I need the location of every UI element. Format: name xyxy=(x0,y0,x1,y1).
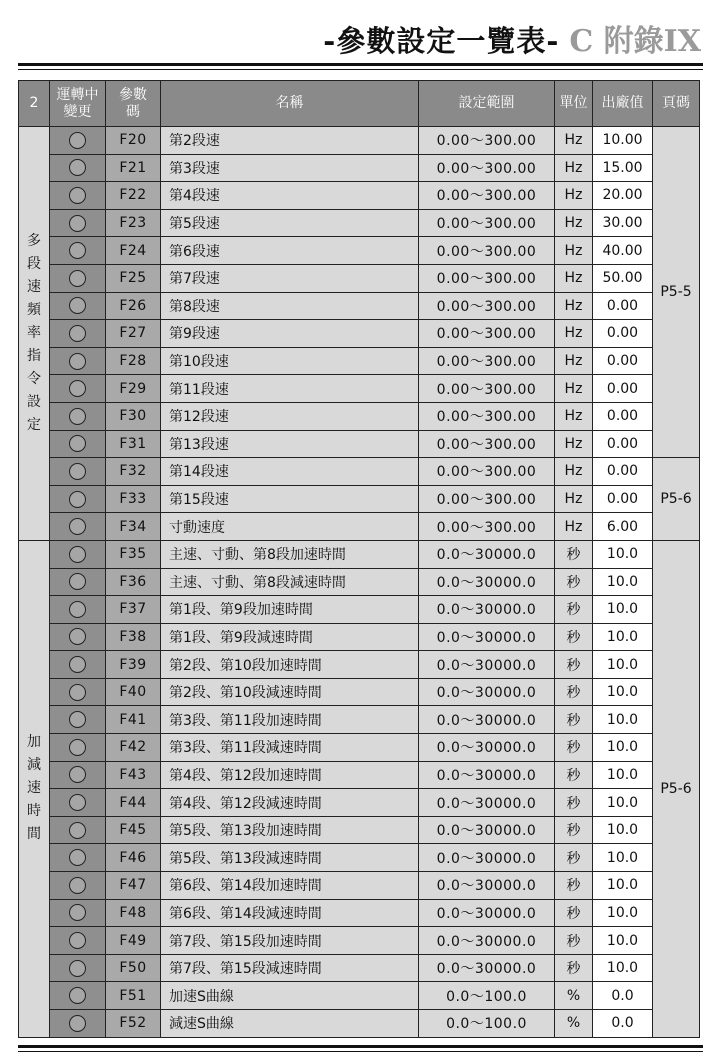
param-range: 0.00～300.00 xyxy=(419,513,555,541)
param-range: 0.0～100.0 xyxy=(419,982,555,1010)
circle-icon xyxy=(69,656,86,673)
param-default: 50.00 xyxy=(593,264,653,292)
param-default: 0.00 xyxy=(593,458,653,486)
page-ref: P5-6 xyxy=(653,540,700,1037)
run-change-cell xyxy=(50,430,106,458)
param-default: 10.0 xyxy=(593,568,653,596)
param-default: 15.00 xyxy=(593,154,653,182)
param-default: 10.0 xyxy=(593,651,653,679)
circle-icon xyxy=(69,215,86,232)
circle-icon xyxy=(69,380,86,397)
param-code: F35 xyxy=(106,540,161,568)
run-change-cell xyxy=(50,292,106,320)
param-unit: 秒 xyxy=(555,927,593,955)
param-unit: % xyxy=(555,982,593,1010)
param-code: F33 xyxy=(106,485,161,513)
param-code: F50 xyxy=(106,954,161,982)
table-row xyxy=(19,154,700,182)
param-unit: 秒 xyxy=(555,761,593,789)
run-change-cell xyxy=(50,816,106,844)
param-range: 0.0～30000.0 xyxy=(419,789,555,817)
table-row xyxy=(19,816,700,844)
table-body xyxy=(19,127,700,1038)
run-change-cell xyxy=(50,485,106,513)
param-code: F45 xyxy=(106,816,161,844)
run-change-cell xyxy=(50,1010,106,1038)
param-unit: Hz xyxy=(555,127,593,155)
param-code: F24 xyxy=(106,237,161,265)
circle-icon xyxy=(69,297,86,314)
param-name: 第15段速 xyxy=(161,485,419,513)
table-row xyxy=(19,844,700,872)
circle-icon xyxy=(69,491,86,508)
table-row xyxy=(19,954,700,982)
param-default: 10.0 xyxy=(593,872,653,900)
run-change-cell xyxy=(50,927,106,955)
param-name: 第12段速 xyxy=(161,402,419,430)
param-unit: 秒 xyxy=(555,651,593,679)
param-code: F32 xyxy=(106,458,161,486)
param-name: 主速、寸動、第8段加速時間 xyxy=(161,540,419,568)
param-unit: 秒 xyxy=(555,844,593,872)
run-change-cell xyxy=(50,320,106,348)
param-name: 第4段速 xyxy=(161,182,419,210)
param-name: 加速S曲線 xyxy=(161,982,419,1010)
param-name: 減速S曲線 xyxy=(161,1010,419,1038)
table-row xyxy=(19,761,700,789)
param-default: 0.00 xyxy=(593,375,653,403)
col-default: 出廠值 xyxy=(593,81,653,127)
run-change-cell xyxy=(50,651,106,679)
param-name: 第2段、第10段加速時間 xyxy=(161,651,419,679)
circle-icon xyxy=(69,794,86,811)
param-name: 第5段、第13段加速時間 xyxy=(161,816,419,844)
header-rule xyxy=(18,63,703,66)
table-row xyxy=(19,899,700,927)
param-unit: 秒 xyxy=(555,734,593,762)
table-row xyxy=(19,513,700,541)
param-name: 第5段、第13段減速時間 xyxy=(161,844,419,872)
param-range: 0.0～30000.0 xyxy=(419,568,555,596)
col-name: 名稱 xyxy=(161,81,419,127)
col-page: 頁碼 xyxy=(653,81,700,127)
circle-icon xyxy=(69,684,86,701)
table-row xyxy=(19,651,700,679)
table-row xyxy=(19,982,700,1010)
footer-rule-thin xyxy=(18,1051,703,1052)
param-name: 第6段、第14段加速時間 xyxy=(161,872,419,900)
param-range: 0.0～30000.0 xyxy=(419,761,555,789)
circle-icon xyxy=(69,518,86,535)
param-name: 第14段速 xyxy=(161,458,419,486)
param-name: 第7段、第15段減速時間 xyxy=(161,954,419,982)
param-default: 0.00 xyxy=(593,485,653,513)
param-default: 10.0 xyxy=(593,789,653,817)
param-default: 10.0 xyxy=(593,844,653,872)
circle-icon xyxy=(69,325,86,342)
run-change-cell xyxy=(50,540,106,568)
param-name: 第13段速 xyxy=(161,430,419,458)
param-name: 第4段、第12段加速時間 xyxy=(161,761,419,789)
run-change-cell xyxy=(50,734,106,762)
table-row xyxy=(19,872,700,900)
param-unit: Hz xyxy=(555,375,593,403)
param-name: 寸動速度 xyxy=(161,513,419,541)
run-change-cell xyxy=(50,264,106,292)
table-row xyxy=(19,596,700,624)
param-code: F46 xyxy=(106,844,161,872)
param-name: 第2段、第10段減速時間 xyxy=(161,678,419,706)
col-unit: 單位 xyxy=(555,81,593,127)
circle-icon xyxy=(69,932,86,949)
param-unit: 秒 xyxy=(555,678,593,706)
circle-icon xyxy=(69,463,86,480)
param-range: 0.0～30000.0 xyxy=(419,954,555,982)
param-default: 10.0 xyxy=(593,761,653,789)
param-range: 0.0～30000.0 xyxy=(419,706,555,734)
circle-icon xyxy=(69,739,86,756)
param-range: 0.0～30000.0 xyxy=(419,734,555,762)
param-unit: 秒 xyxy=(555,954,593,982)
param-default: 0.0 xyxy=(593,982,653,1010)
circle-icon xyxy=(69,960,86,977)
table-header-row xyxy=(19,81,700,127)
circle-icon xyxy=(69,546,86,563)
param-default: 10.0 xyxy=(593,899,653,927)
param-code: F26 xyxy=(106,292,161,320)
circle-icon xyxy=(69,1015,86,1032)
col-group: 2 xyxy=(19,81,50,127)
param-unit: 秒 xyxy=(555,623,593,651)
run-change-cell xyxy=(50,347,106,375)
param-default: 10.0 xyxy=(593,706,653,734)
run-change-cell xyxy=(50,844,106,872)
param-name: 第4段、第12段減速時間 xyxy=(161,789,419,817)
table-row xyxy=(19,292,700,320)
col-run-change: 運轉中 變更 xyxy=(50,81,106,127)
appendix-label: C 附錄IX xyxy=(569,24,701,59)
param-name: 第11段速 xyxy=(161,375,419,403)
circle-icon xyxy=(69,408,86,425)
param-code: F21 xyxy=(106,154,161,182)
run-change-cell xyxy=(50,127,106,155)
circle-icon xyxy=(69,711,86,728)
run-change-cell xyxy=(50,375,106,403)
param-code: F43 xyxy=(106,761,161,789)
group-label: 多段速頻率指令設定 xyxy=(19,127,50,541)
param-unit: Hz xyxy=(555,458,593,486)
table-row xyxy=(19,1010,700,1038)
param-name: 第10段速 xyxy=(161,347,419,375)
param-code: F25 xyxy=(106,264,161,292)
param-range: 0.00～300.00 xyxy=(419,320,555,348)
param-unit: Hz xyxy=(555,209,593,237)
param-range: 0.0～30000.0 xyxy=(419,872,555,900)
circle-icon xyxy=(69,849,86,866)
param-unit: Hz xyxy=(555,347,593,375)
param-code: F40 xyxy=(106,678,161,706)
param-range: 0.0～30000.0 xyxy=(419,678,555,706)
param-code: F23 xyxy=(106,209,161,237)
param-unit: 秒 xyxy=(555,568,593,596)
param-unit: 秒 xyxy=(555,706,593,734)
param-name: 第7段、第15段加速時間 xyxy=(161,927,419,955)
param-code: F20 xyxy=(106,127,161,155)
param-range: 0.0～30000.0 xyxy=(419,844,555,872)
param-unit: Hz xyxy=(555,182,593,210)
param-range: 0.0～30000.0 xyxy=(419,540,555,568)
table-row xyxy=(19,264,700,292)
param-unit: 秒 xyxy=(555,789,593,817)
footer-rule xyxy=(18,1045,703,1048)
param-code: F28 xyxy=(106,347,161,375)
param-range: 0.00～300.00 xyxy=(419,430,555,458)
param-unit: Hz xyxy=(555,513,593,541)
param-code: F47 xyxy=(106,872,161,900)
param-default: 10.00 xyxy=(593,127,653,155)
param-default: 10.0 xyxy=(593,678,653,706)
table-row xyxy=(19,347,700,375)
param-default: 6.00 xyxy=(593,513,653,541)
param-name: 第6段速 xyxy=(161,237,419,265)
param-name: 第7段速 xyxy=(161,264,419,292)
param-range: 0.00～300.00 xyxy=(419,402,555,430)
param-range: 0.00～300.00 xyxy=(419,182,555,210)
circle-icon xyxy=(69,353,86,370)
circle-icon xyxy=(69,628,86,645)
param-name: 第6段、第14段減速時間 xyxy=(161,899,419,927)
col-range: 設定範圍 xyxy=(419,81,555,127)
param-name: 第3段、第11段加速時間 xyxy=(161,706,419,734)
run-change-cell xyxy=(50,154,106,182)
param-range: 0.0～30000.0 xyxy=(419,623,555,651)
run-change-cell xyxy=(50,954,106,982)
parameter-table xyxy=(18,80,700,1038)
param-code: F31 xyxy=(106,430,161,458)
param-name: 第3段速 xyxy=(161,154,419,182)
param-range: 0.0～30000.0 xyxy=(419,899,555,927)
param-range: 0.0～100.0 xyxy=(419,1010,555,1038)
run-change-cell xyxy=(50,182,106,210)
run-change-cell xyxy=(50,789,106,817)
table-row xyxy=(19,182,700,210)
circle-icon xyxy=(69,904,86,921)
table-row xyxy=(19,678,700,706)
param-name: 第1段、第9段減速時間 xyxy=(161,623,419,651)
param-code: F36 xyxy=(106,568,161,596)
page-ref: P5-5 xyxy=(653,127,700,458)
table-row xyxy=(19,320,700,348)
run-change-cell xyxy=(50,209,106,237)
param-code: F22 xyxy=(106,182,161,210)
param-default: 30.00 xyxy=(593,209,653,237)
page-ref: P5-6 xyxy=(653,458,700,541)
param-name: 第8段速 xyxy=(161,292,419,320)
param-code: F37 xyxy=(106,596,161,624)
param-default: 0.00 xyxy=(593,402,653,430)
run-change-cell xyxy=(50,458,106,486)
param-code: F39 xyxy=(106,651,161,679)
param-name: 第3段、第11段減速時間 xyxy=(161,734,419,762)
param-code: F27 xyxy=(106,320,161,348)
param-code: F52 xyxy=(106,1010,161,1038)
param-default: 20.00 xyxy=(593,182,653,210)
run-change-cell xyxy=(50,761,106,789)
param-code: F44 xyxy=(106,789,161,817)
param-range: 0.00～300.00 xyxy=(419,127,555,155)
param-range: 0.0～30000.0 xyxy=(419,927,555,955)
param-default: 0.00 xyxy=(593,430,653,458)
circle-icon xyxy=(69,435,86,452)
param-code: F51 xyxy=(106,982,161,1010)
table-row xyxy=(19,927,700,955)
table-row xyxy=(19,209,700,237)
table-row xyxy=(19,402,700,430)
param-unit: 秒 xyxy=(555,540,593,568)
circle-icon xyxy=(69,242,86,259)
param-default: 10.0 xyxy=(593,734,653,762)
param-code: F42 xyxy=(106,734,161,762)
param-unit: Hz xyxy=(555,264,593,292)
param-default: 10.0 xyxy=(593,954,653,982)
table-row xyxy=(19,485,700,513)
param-range: 0.00～300.00 xyxy=(419,292,555,320)
circle-icon xyxy=(69,187,86,204)
param-unit: 秒 xyxy=(555,872,593,900)
param-code: F48 xyxy=(106,899,161,927)
param-range: 0.00～300.00 xyxy=(419,485,555,513)
param-default: 10.0 xyxy=(593,623,653,651)
param-range: 0.00～300.00 xyxy=(419,375,555,403)
page-title: -參數設定一覽表- xyxy=(323,24,560,58)
param-unit: Hz xyxy=(555,320,593,348)
param-code: F49 xyxy=(106,927,161,955)
table-row xyxy=(19,706,700,734)
circle-icon xyxy=(69,877,86,894)
param-unit: Hz xyxy=(555,237,593,265)
param-range: 0.00～300.00 xyxy=(419,264,555,292)
param-range: 0.0～30000.0 xyxy=(419,651,555,679)
param-unit: 秒 xyxy=(555,899,593,927)
param-default: 0.00 xyxy=(593,320,653,348)
run-change-cell xyxy=(50,872,106,900)
param-unit: Hz xyxy=(555,430,593,458)
param-range: 0.00～300.00 xyxy=(419,347,555,375)
table-row xyxy=(19,458,700,486)
param-default: 0.00 xyxy=(593,292,653,320)
run-change-cell xyxy=(50,596,106,624)
table-row xyxy=(19,623,700,651)
param-default: 0.00 xyxy=(593,347,653,375)
run-change-cell xyxy=(50,623,106,651)
param-range: 0.00～300.00 xyxy=(419,458,555,486)
circle-icon xyxy=(69,822,86,839)
run-change-cell xyxy=(50,706,106,734)
param-code: F41 xyxy=(106,706,161,734)
param-range: 0.00～300.00 xyxy=(419,209,555,237)
param-range: 0.0～30000.0 xyxy=(419,816,555,844)
table-row xyxy=(19,375,700,403)
param-code: F29 xyxy=(106,375,161,403)
run-change-cell xyxy=(50,513,106,541)
table-row xyxy=(19,734,700,762)
param-default: 10.0 xyxy=(593,927,653,955)
param-name: 第9段速 xyxy=(161,320,419,348)
param-name: 主速、寸動、第8段減速時間 xyxy=(161,568,419,596)
param-default: 40.00 xyxy=(593,237,653,265)
param-default: 10.0 xyxy=(593,540,653,568)
table-row xyxy=(19,540,700,568)
param-unit: Hz xyxy=(555,154,593,182)
circle-icon xyxy=(69,159,86,176)
param-code: F38 xyxy=(106,623,161,651)
param-range: 0.0～30000.0 xyxy=(419,596,555,624)
param-range: 0.00～300.00 xyxy=(419,237,555,265)
circle-icon xyxy=(69,987,86,1004)
run-change-cell xyxy=(50,899,106,927)
param-unit: % xyxy=(555,1010,593,1038)
param-unit: Hz xyxy=(555,292,593,320)
circle-icon xyxy=(69,573,86,590)
run-change-cell xyxy=(50,237,106,265)
param-name: 第1段、第9段加速時間 xyxy=(161,596,419,624)
param-default: 0.0 xyxy=(593,1010,653,1038)
col-param-code: 參數 碼 xyxy=(106,81,161,127)
param-unit: 秒 xyxy=(555,596,593,624)
param-code: F30 xyxy=(106,402,161,430)
param-unit: Hz xyxy=(555,402,593,430)
param-code: F34 xyxy=(106,513,161,541)
table-row xyxy=(19,789,700,817)
group-label: 加減速時間 xyxy=(19,540,50,1037)
table-row xyxy=(19,568,700,596)
circle-icon xyxy=(69,270,86,287)
run-change-cell xyxy=(50,982,106,1010)
param-default: 10.0 xyxy=(593,596,653,624)
param-name: 第5段速 xyxy=(161,209,419,237)
param-default: 10.0 xyxy=(593,816,653,844)
page-header xyxy=(323,14,701,60)
table-row xyxy=(19,430,700,458)
header-rule-thin xyxy=(18,69,703,70)
circle-icon xyxy=(69,601,86,618)
run-change-cell xyxy=(50,402,106,430)
param-unit: 秒 xyxy=(555,816,593,844)
table-row xyxy=(19,237,700,265)
run-change-cell xyxy=(50,678,106,706)
table-row xyxy=(19,127,700,155)
param-name: 第2段速 xyxy=(161,127,419,155)
circle-icon xyxy=(69,132,86,149)
run-change-cell xyxy=(50,568,106,596)
circle-icon xyxy=(69,766,86,783)
param-unit: Hz xyxy=(555,485,593,513)
param-range: 0.00～300.00 xyxy=(419,154,555,182)
